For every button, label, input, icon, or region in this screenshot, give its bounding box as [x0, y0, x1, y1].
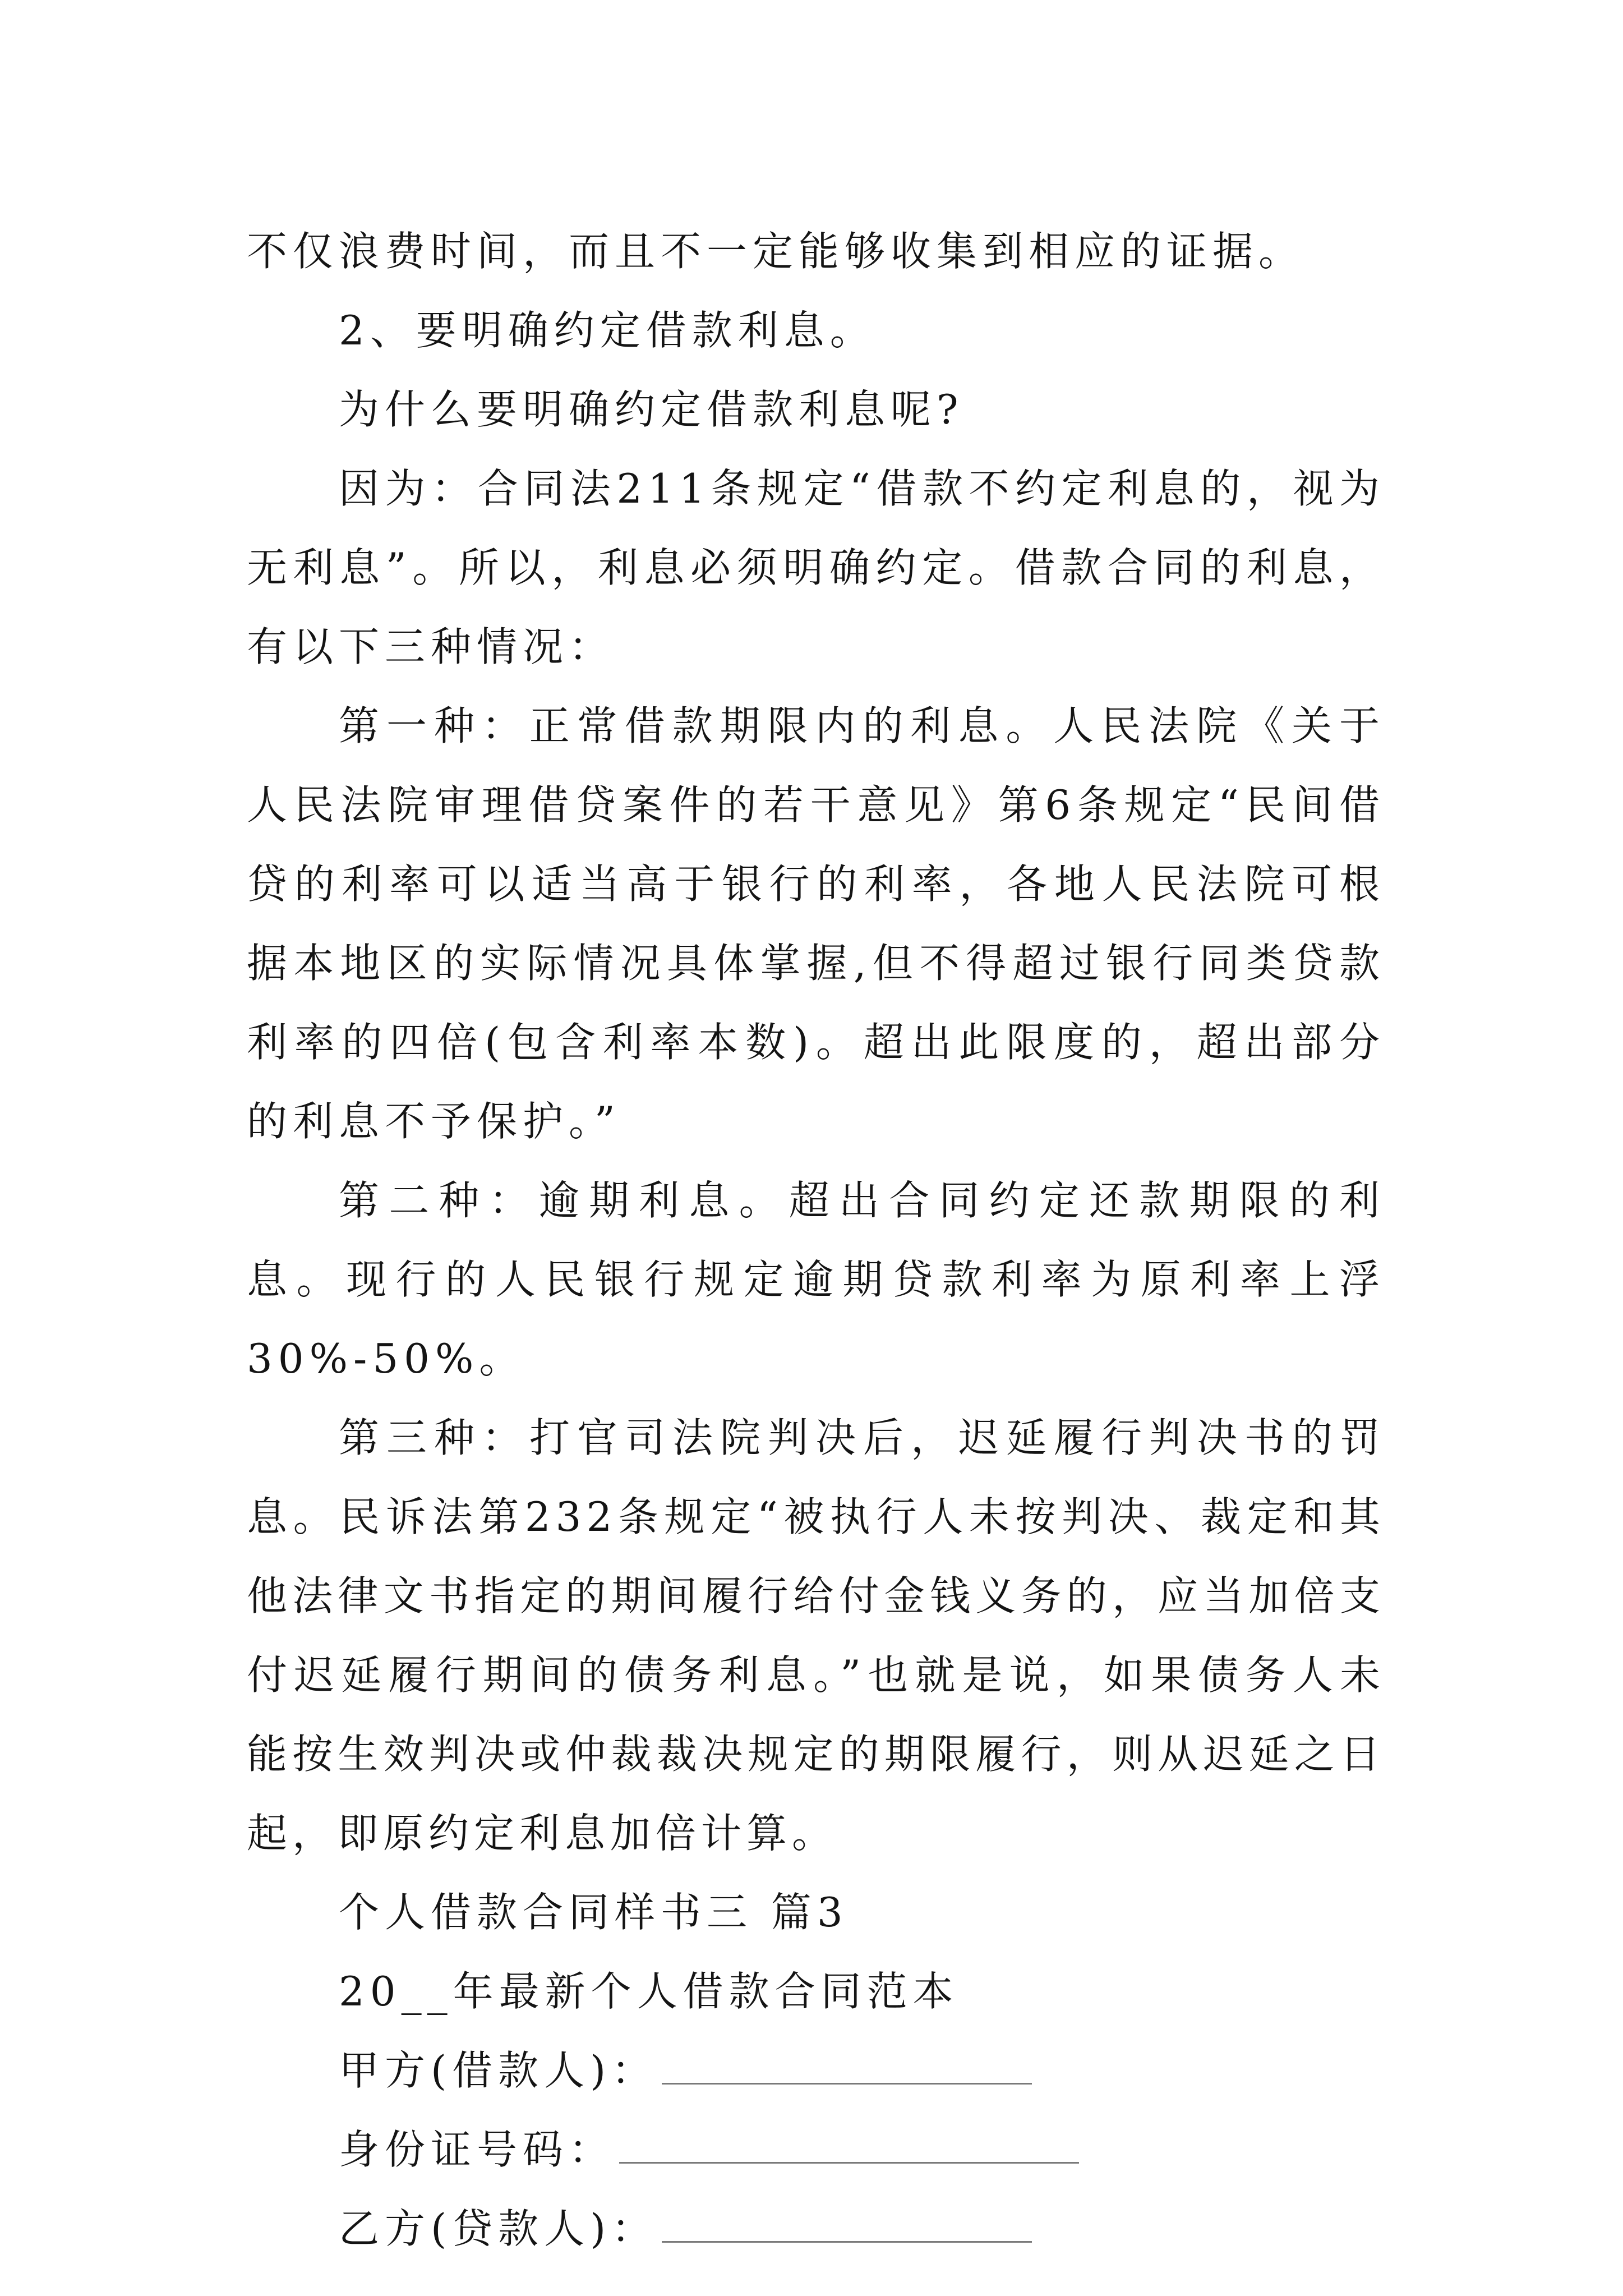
- document-body: [247, 212, 1385, 2269]
- lender-label: 甲方(借款人)：: [339, 2047, 658, 2094]
- borrower-blank-line: [662, 2207, 1032, 2243]
- paragraph-second-type: 第二种：逾期利息。超出合同约定还款期限的利息。现行的人民银行规定逾期贷款利率为原利率上浮30%-50%。: [247, 1177, 1385, 1382]
- id-number-label: 身份证号码：: [339, 2126, 615, 2173]
- borrower-label: 乙方(贷款人)：: [339, 2205, 658, 2252]
- paragraph-heading-interest: 2、要明确约定借款利息。: [339, 307, 876, 354]
- lender-blank-line: [662, 2049, 1032, 2085]
- borrower-field-row: [247, 2189, 1385, 2269]
- paragraph-contract-law-211: 因为：合同法211条规定“借款不约定利息的，视为无利息”。所以，利息必须明确约定。借款合同的利息，有以下三种情况：: [247, 465, 1385, 670]
- contract-template-title: 20__年最新个人借款合同范本: [339, 1968, 959, 2015]
- paragraph-question-interest: 为什么要明确约定借款利息呢?: [339, 386, 964, 433]
- paragraph-continued-evidence: 不仅浪费时间，而且不一定能够收集到相应的证据。: [247, 228, 1305, 275]
- id-number-blank-line: [619, 2128, 1079, 2164]
- id-number-field-row: [247, 2110, 1385, 2189]
- lender-field-row: [247, 2031, 1385, 2110]
- paragraph-third-type: 第三种：打官司法院判决后，迟延履行判决书的罚息。民诉法第232条规定“被执行人未按判决、裁定和其他法律文书指定的期间履行给付金钱义务的，应当加倍支付迟延履行期间的债务利息。”也就是说，如果债务人未能按生效判决或仲裁裁决规定的期限履行，则从迟延之日起，即原约定利息加倍计算。: [247, 1414, 1385, 1857]
- section-title-part3: 个人借款合同样书三 篇3: [339, 1889, 849, 1936]
- paragraph-first-type: 第一种：正常借款期限内的利息。人民法院《关于人民法院审理借贷案件的若干意见》第6条规定“民间借贷的利率可以适当高于银行的利率，各地人民法院可根据本地区的实际情况具体掌握,但不得超过银行同类贷款利率的四倍(包含利率本数)。超出此限度的，超出部分的利息不予保护。”: [247, 702, 1385, 1145]
